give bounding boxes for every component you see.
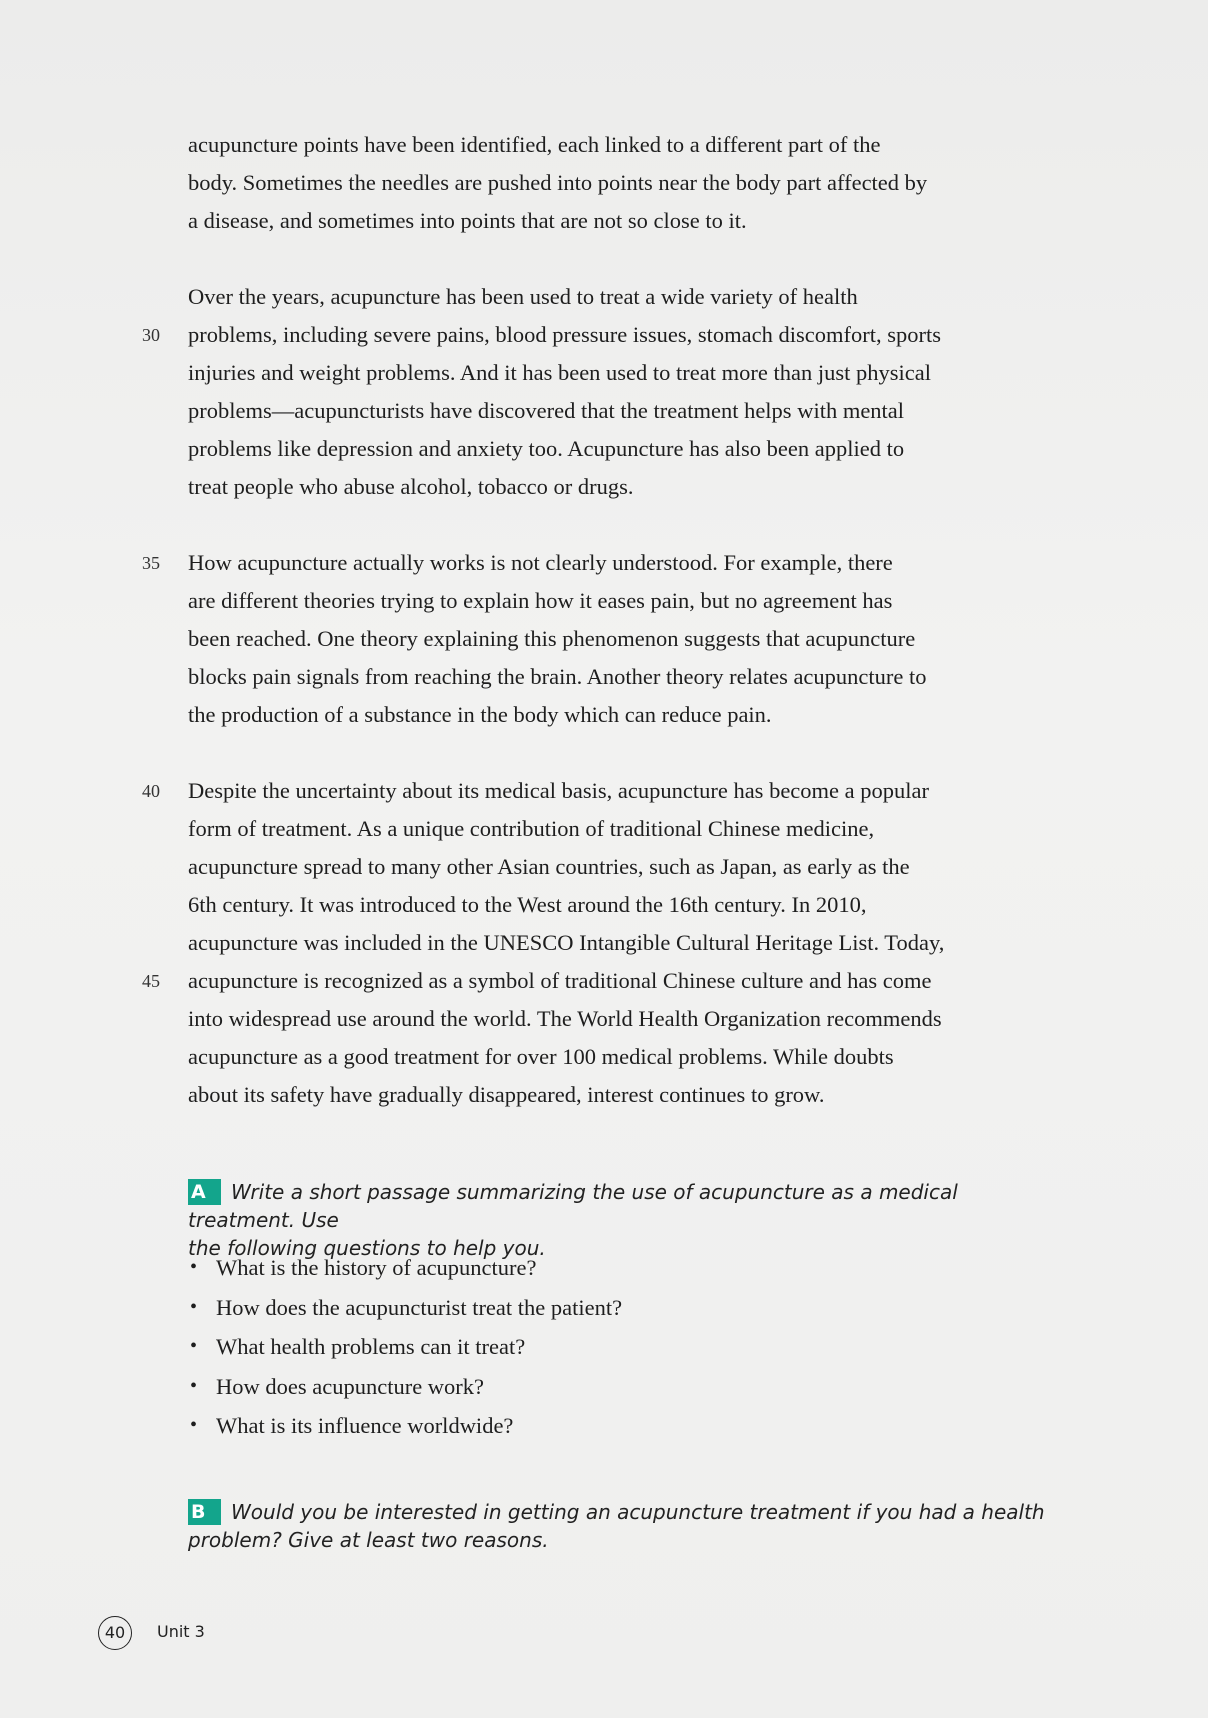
unit-label: Unit 3	[157, 1622, 205, 1641]
question-text: How does acupuncture work?	[216, 1373, 485, 1399]
reading-paragraph-1	[188, 126, 1048, 240]
paragraph-line: problems, including severe pains, blood pressure issues, stomach discomfort, sports	[188, 322, 942, 347]
reading-paragraph-2	[188, 278, 1048, 506]
paragraph-line: acupuncture was included in the UNESCO Intangible Cultural Heritage List. Today,	[188, 930, 945, 955]
paragraph-line: acupuncture points have been identified, each linked to a different part of the	[188, 132, 881, 157]
exercise-b-prompt	[188, 1498, 1048, 1554]
paragraph-line: problems like depression and anxiety too. Acupuncture has also been applied to	[188, 436, 905, 461]
paragraph-line: Over the years, acupuncture has been used to treat a wide variety of health	[188, 284, 858, 309]
exercise-a-label: A	[188, 1179, 221, 1205]
paragraph-line: problems—acupuncturists have discovered that the treatment helps with mental	[188, 398, 905, 423]
line-number: 45	[142, 971, 160, 991]
list-item	[188, 1367, 622, 1407]
bullet-icon: •	[190, 1335, 198, 1357]
line-number: 40	[142, 781, 160, 801]
line-number: 30	[142, 325, 160, 345]
question-text: How does the acupuncturist treat the patient?	[216, 1294, 623, 1320]
bullet-icon: •	[190, 1414, 198, 1436]
paragraph-line: How acupuncture actually works is not clearly understood. For example, there	[188, 550, 893, 575]
line-number: 35	[142, 553, 160, 573]
paragraph-line: acupuncture spread to many other Asian countries, such as Japan, as early as the	[188, 854, 910, 879]
paragraph-line: body. Sometimes the needles are pushed into points near the body part affected by	[188, 170, 928, 195]
exercise-b-label: B	[188, 1499, 221, 1525]
bullet-icon: •	[190, 1295, 198, 1318]
bullet-icon: •	[190, 1256, 198, 1278]
question-text: What is the history of acupuncture?	[216, 1255, 537, 1280]
paragraph-line: about its safety have gradually disappeared, interest continues to grow.	[188, 1082, 825, 1107]
paragraph-line: Despite the uncertainty about its medical basis, acupuncture has become a popular	[188, 778, 929, 803]
exercise-a-question-list	[188, 1248, 622, 1446]
paragraph-line: been reached. One theory explaining this phenomenon suggests that acupuncture	[188, 626, 916, 651]
list-item	[188, 1406, 622, 1446]
exercise-b-text-line-1: Would you be interested in getting an acupuncture treatment if you had a health	[231, 1500, 1045, 1524]
question-text: What is its influence worldwide?	[216, 1413, 514, 1438]
paragraph-line: form of treatment. As a unique contribution of traditional Chinese medicine,	[188, 816, 875, 841]
reading-paragraph-4	[188, 772, 1048, 1114]
list-item	[188, 1288, 622, 1328]
list-item	[188, 1248, 622, 1288]
reading-paragraph-3	[188, 544, 1048, 734]
paragraph-line: treat people who abuse alcohol, tobacco or drugs.	[188, 474, 634, 499]
bullet-icon: •	[190, 1374, 198, 1397]
exercise-b-text-line-2: problem? Give at least two reasons.	[188, 1528, 549, 1552]
paragraph-line: blocks pain signals from reaching the brain. Another theory relates acupuncture to	[188, 664, 927, 689]
paragraph-line: 6th century. It was introduced to the West around the 16th century. In 2010,	[188, 892, 867, 917]
question-text: What health problems can it treat?	[216, 1334, 526, 1359]
paragraph-line: are different theories trying to explain how it eases pain, but no agreement has	[188, 588, 893, 613]
paragraph-line: into widespread use around the world. The World Health Organization recommends	[188, 1006, 942, 1031]
exercise-a-text-line-2: the following questions to help you.	[188, 1236, 546, 1260]
paragraph-line: a disease, and sometimes into points that are not so close to it.	[188, 208, 747, 233]
exercise-a-text-line-1: Write a short passage summarizing the use of acupuncture as a medical treatment. Use	[188, 1180, 958, 1232]
page-number: 40	[98, 1616, 132, 1650]
paragraph-line: the production of a substance in the body which can reduce pain.	[188, 702, 772, 727]
list-item	[188, 1327, 622, 1367]
paragraph-line: acupuncture is recognized as a symbol of traditional Chinese culture and has come	[188, 968, 932, 993]
paragraph-line: acupuncture as a good treatment for over 100 medical problems. While doubts	[188, 1044, 894, 1069]
paragraph-line: injuries and weight problems. And it has been used to treat more than just physical	[188, 360, 931, 385]
